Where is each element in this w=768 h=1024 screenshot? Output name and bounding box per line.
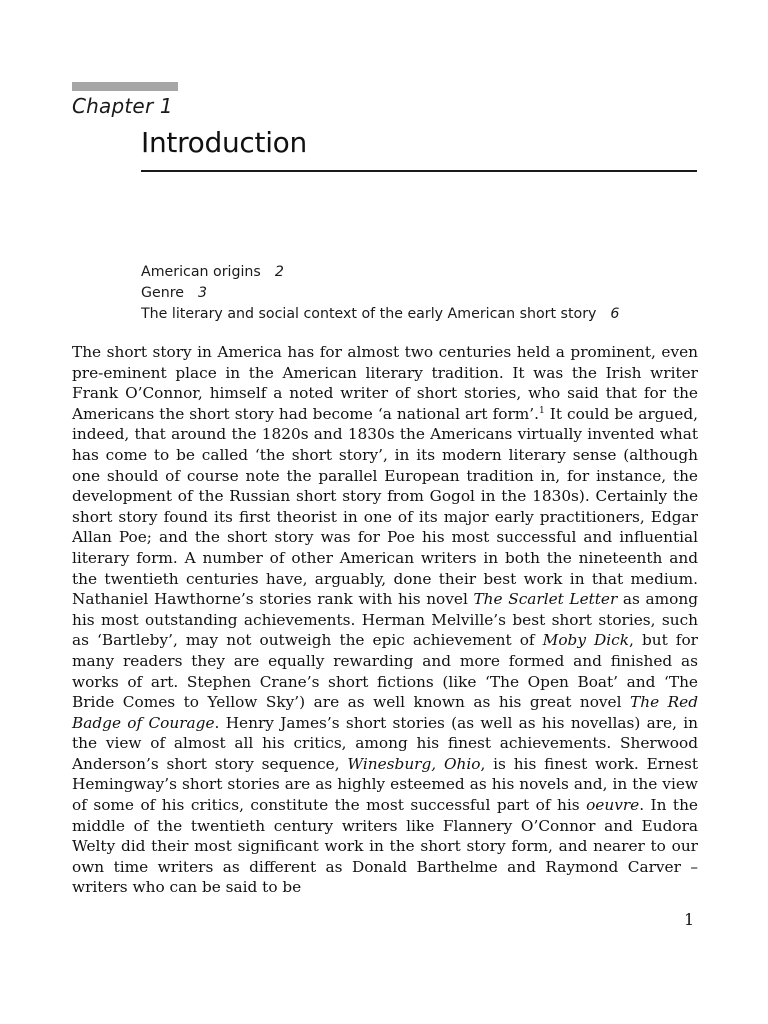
footnote-reference: 1	[539, 405, 545, 416]
toc-entry	[141, 304, 701, 325]
toc-entry-title: The literary and social context of the early American short story	[141, 306, 597, 322]
toc-entry-title: American origins	[141, 264, 261, 280]
italic-title: The Scarlet Letter	[473, 590, 618, 609]
chapter-decorative-bar	[72, 82, 178, 91]
toc-entry-title: Genre	[141, 285, 184, 301]
body-text-run: The short story in America has for almost two centuries held a prominent, even pre-eminent place in the American literary tradition. It was the Irish writer Frank O’Connor, himself a noted writer of short stories, who said that for the Americans the short story had become ‘a national art form’.	[72, 343, 698, 423]
italic-title: Winesburg, Ohio	[347, 754, 481, 773]
body-text	[72, 342, 698, 898]
toc-entry-page: 3	[197, 285, 207, 301]
body-text-run: It could be argued, indeed, that around the 1820s and 1830s the Americans virtually invented what has come to be called ‘the short story’, in its modern literary sense (although one should of course note the parallel European tradition in, for instance, the development of the Russian short story from Gogol in the 1830s). Certainly the short story found its first theorist in one of its major early practitioners, Edgar Allan Poe; and the short story was for Poe his most successful and influential literary form. A number of other American writers in both the nineteenth and the twentieth centuries have, arguably, done their best work in that medium. Nathaniel Hawthorne’s stories rank with his novel	[72, 404, 699, 609]
italic-title: Moby Dick	[542, 631, 630, 650]
chapter-label: Chapter 1	[72, 94, 173, 118]
toc-entry-page: 6	[610, 306, 620, 322]
body-text-run: , but for many readers they are equally rewarding and more formed and finished as works of art. Stephen Crane’s short fictions (like ‘The Open Boat’ and ‘The Bride Comes to Yellow Sky’) are as well known as his great novel	[72, 631, 698, 712]
italic-title: The Red Badge of Courage	[72, 693, 698, 732]
toc-entry-page: 2	[274, 264, 284, 280]
body-paragraph	[72, 342, 698, 898]
title-rule	[141, 170, 697, 172]
body-text-run: . In the middle of the twentieth century writers like Flannery O’Connor and Eudora Welty did their most significant work in the short story form, and nearer to our own time writers as different as Donald Barthelme and Raymond Carver – writers who can be said to be	[72, 796, 698, 897]
body-text-run: . Henry James’s short stories (as well as his novellas) are, in the view of almost all his critics, among his finest achievements. Sherwood Anderson’s short story sequence,	[72, 713, 699, 773]
chapter-title: Introduction	[141, 126, 307, 159]
chapter-contents	[141, 262, 701, 325]
toc-entry	[141, 262, 701, 283]
body-text-run: , is his finest work. Ernest Hemingway’s short stories are as highly esteemed as his novels and, in the view of some of his critics, constitute the most successful part of his	[72, 754, 698, 815]
italic-word: oeuvre	[586, 796, 640, 815]
body-text-run: as among his most outstanding achievements. Herman Melville’s best short stories, such as ‘Bartleby’, may not outweigh the epic achievement of	[72, 590, 698, 650]
page-number: 1	[684, 910, 695, 929]
toc-entry	[141, 283, 701, 304]
